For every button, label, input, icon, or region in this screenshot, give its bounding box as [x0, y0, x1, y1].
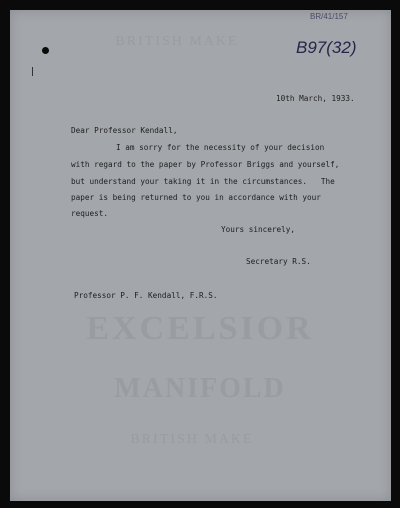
signature: Secretary R.S.	[246, 257, 311, 266]
body-line: paper is being returned to you in accordance with your	[71, 193, 321, 202]
letter-date: 10th March, 1933.	[276, 94, 355, 103]
addressee: Professor P. F. Kendall, F.R.S.	[74, 291, 218, 300]
body-line: request.	[71, 209, 109, 218]
letter-sheet	[10, 10, 391, 501]
watermark-british-make-top: BRITISH MAKE	[115, 34, 239, 49]
body-line: with regard to the paper by Professor Briggs and yourself,	[71, 160, 340, 169]
archive-reference: BR/41/157	[310, 12, 348, 21]
margin-mark	[32, 67, 33, 76]
watermark-british-make-bottom: BRITISH MAKE	[130, 432, 254, 447]
body-line: I am sorry for the necessity of your decision	[116, 143, 325, 152]
body-line: but understand your taking it in the circumstances. The	[71, 177, 335, 186]
punch-hole	[42, 47, 49, 54]
handwritten-reference: B97(32)	[296, 38, 357, 57]
watermark-excelsior: EXCELSIOR	[86, 310, 314, 347]
closing: Yours sincerely,	[221, 225, 296, 234]
salutation: Dear Professor Kendall,	[71, 126, 178, 135]
watermark-manifold: MANIFOLD	[114, 373, 286, 404]
